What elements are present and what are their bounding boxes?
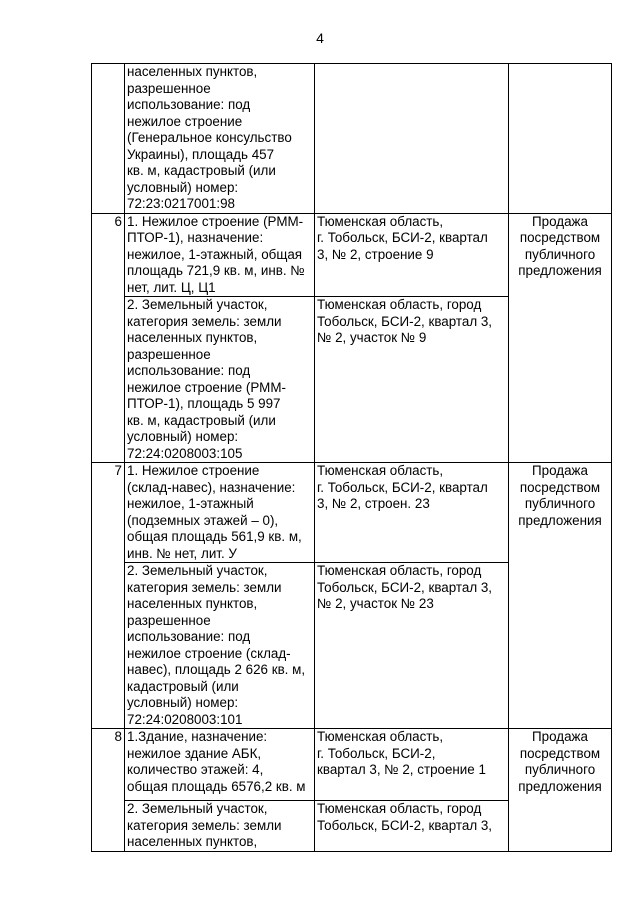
cell-num: 7 — [92, 463, 125, 729]
cell-description: населенных пунктов, разрешенное использование: под нежилое строение (Генеральное консульство Украины), площадь 457 кв. м, кадастровый (или условный) номер: 72:23:0217001:98 — [125, 64, 315, 214]
cell-address: Тюменская область, г. Тобольск, БСИ-2, квартал 3, № 2, строение 1 — [315, 729, 509, 801]
cell-address: Тюменская область, город Тобольск, БСИ-2, квартал 3, № 2, участок № 23 — [315, 563, 509, 729]
cell-num: 6 — [92, 213, 125, 463]
cell-address — [315, 64, 509, 214]
cell-description: 1. Нежилое строение (склад-навес), назначение: нежилое, 1-этажный (подземных этажей – 0), общая площадь 561,9 кв. м, инв. № нет, лит. У — [125, 463, 315, 563]
cell-method: Продажа посредством публичного предложения — [509, 213, 612, 463]
cell-address: Тюменская область, г. Тобольск, БСИ-2, квартал 3, № 2, строение 9 — [315, 213, 509, 297]
cell-method: Продажа посредством публичного предложения — [509, 729, 612, 852]
table-row — [92, 64, 612, 214]
property-table — [91, 63, 612, 852]
cell-description: 1. Нежилое строение (РММ- ПТОР-1), назначение: нежилое, 1-этажный, общая площадь 721,9 кв. м, инв. № нет, лит. Ц, Ц1 — [125, 213, 315, 297]
cell-num: 8 — [92, 729, 125, 852]
cell-address: Тюменская область, город Тобольск, БСИ-2, квартал 3, — [315, 801, 509, 852]
cell-address: Тюменская область, г. Тобольск, БСИ-2, квартал 3, № 2, строен. 23 — [315, 463, 509, 563]
cell-description: 2. Земельный участок, категория земель: земли населенных пунктов, разрешенное использование: под нежилое строение (склад- навес), площадь 2 626 кв. м, кадастровый (или условный) номер: 72:24:0208003:101 — [125, 563, 315, 729]
cell-description: 2. Земельный участок, категория земель: земли населенных пунктов, — [125, 801, 315, 852]
cell-method: Продажа посредством публичного предложения — [509, 463, 612, 729]
table-row — [92, 213, 612, 297]
page-number: 4 — [316, 30, 324, 46]
table-row — [92, 463, 612, 563]
cell-description: 2. Земельный участок, категория земель: земли населенных пунктов, разрешенное использование: под нежилое строение (РММ- ПТОР-1), площадь 5 997 кв. м, кадастровый (или условный) номер: 72:24:0208003:105 — [125, 297, 315, 463]
cell-description: 1.Здание, назначение: нежилое здание АБК, количество этажей: 4, общая площадь 6576,2 кв. м — [125, 729, 315, 801]
cell-num — [92, 64, 125, 214]
table-row — [92, 729, 612, 801]
cell-address: Тюменская область, город Тобольск, БСИ-2, квартал 3, № 2, участок № 9 — [315, 297, 509, 463]
cell-method — [509, 64, 612, 214]
